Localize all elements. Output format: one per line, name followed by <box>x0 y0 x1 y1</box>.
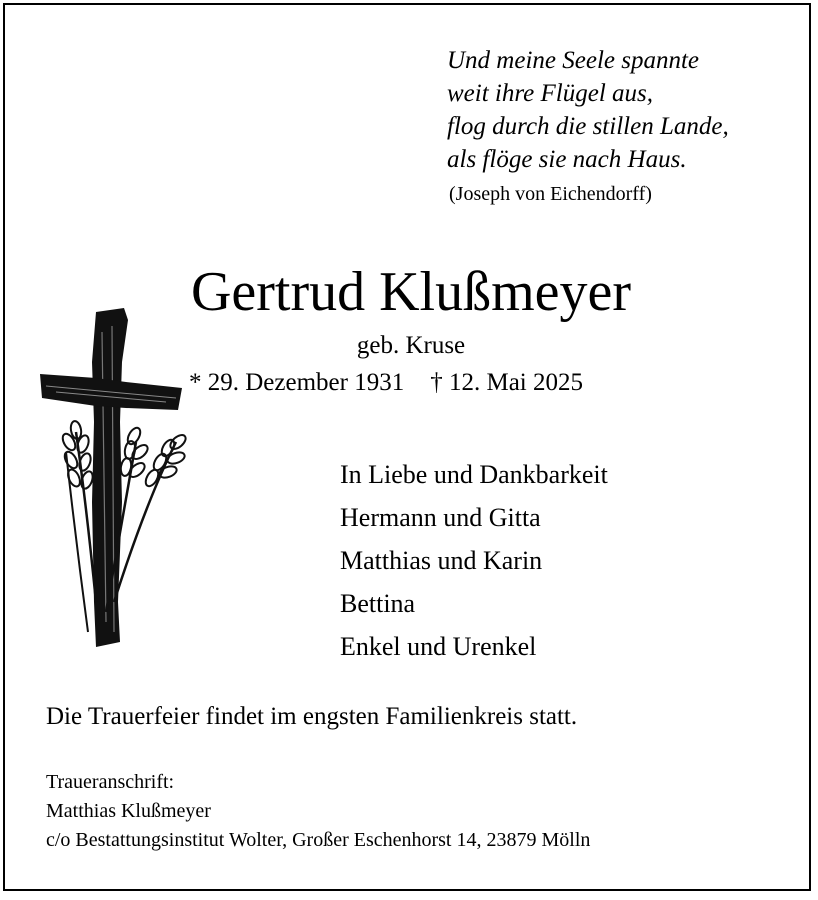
poem <box>447 44 729 176</box>
birth-name: geb. Kruse <box>356 332 466 359</box>
poem-line: weit ihre Flügel aus, <box>447 80 653 107</box>
poem-author: (Joseph von Eichendorff) <box>449 183 652 205</box>
deceased-name: Gertrud Klußmeyer <box>190 261 632 323</box>
poem-line: Und meine Seele spannte <box>447 47 700 74</box>
address-name: Matthias Klußmeyer <box>46 800 211 822</box>
mourner-entry: Hermann und Gitta <box>340 503 541 532</box>
poem-line: als flöge sie nach Haus. <box>447 146 687 173</box>
mourner-entry: Enkel und Urenkel <box>340 632 537 661</box>
funeral-note: Die Trauerfeier findet im engsten Familienkreis statt. <box>46 703 578 730</box>
mourners-list <box>340 453 608 668</box>
mourners-intro: In Liebe und Dankbarkeit <box>340 460 608 489</box>
life-dates <box>189 369 583 397</box>
address-street: c/o Bestattungsinstitut Wolter, Großer Eschenhorst 14, 23879 Mölln <box>46 829 591 851</box>
birth-date: * 29. Dezember 1931 <box>189 369 405 396</box>
mourning-address <box>46 768 590 855</box>
cross-with-wheat-icon <box>36 302 188 652</box>
death-date: † 12. Mai 2025 <box>430 369 583 396</box>
address-label: Traueranschrift: <box>46 771 175 793</box>
poem-line: flog durch die stillen Lande, <box>447 113 729 140</box>
mourner-entry: Matthias und Karin <box>340 546 543 575</box>
mourner-entry: Bettina <box>340 589 416 618</box>
